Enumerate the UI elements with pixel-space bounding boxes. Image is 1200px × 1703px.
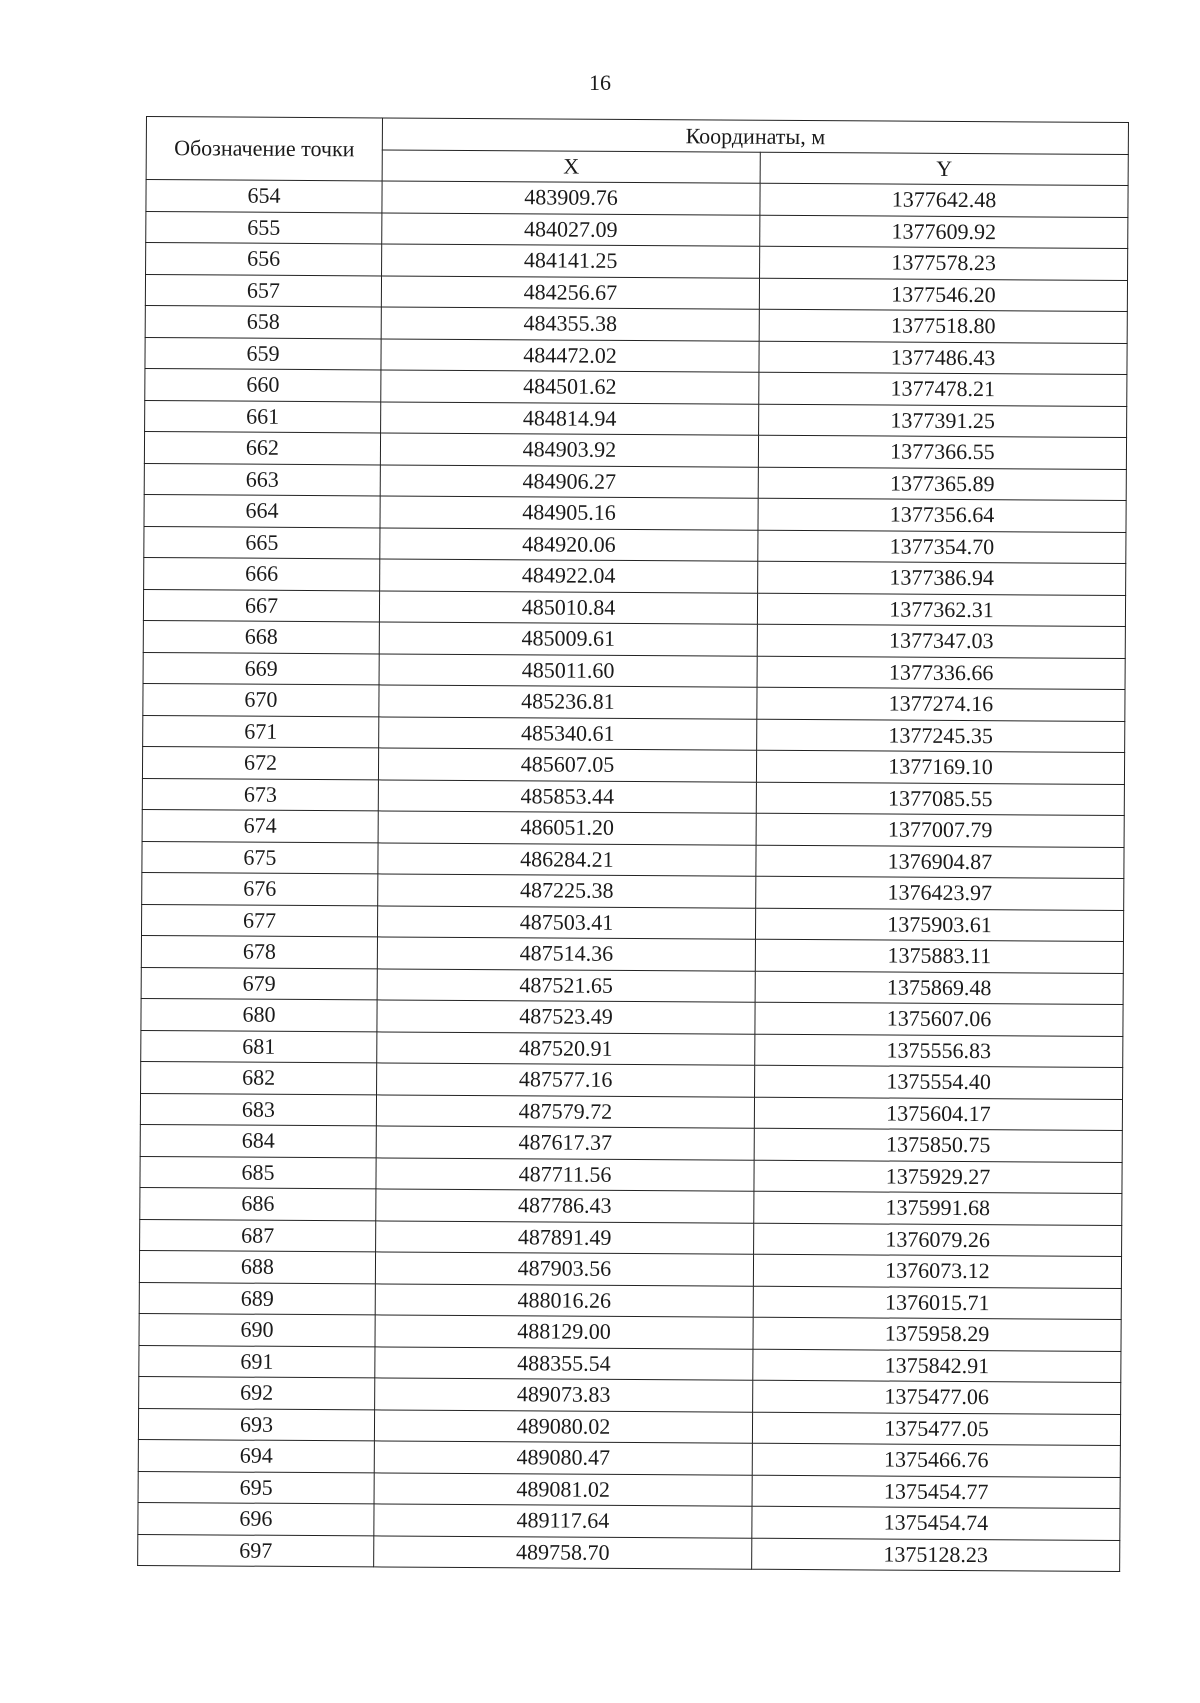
y-cell: 1377642.48 xyxy=(760,183,1128,217)
y-cell: 1376079.26 xyxy=(754,1223,1122,1257)
y-cell: 1375883.11 xyxy=(755,939,1123,973)
y-cell: 1377486.43 xyxy=(759,341,1127,375)
y-cell: 1377085.55 xyxy=(756,782,1124,816)
point-cell: 660 xyxy=(145,368,381,401)
x-cell: 487225.38 xyxy=(378,874,756,908)
x-cell: 487617.37 xyxy=(376,1126,754,1160)
point-cell: 685 xyxy=(140,1156,376,1189)
x-cell: 484027.09 xyxy=(382,212,760,246)
point-cell: 659 xyxy=(145,337,381,370)
y-cell: 1375454.77 xyxy=(752,1475,1120,1509)
point-cell: 670 xyxy=(143,683,379,716)
x-cell: 485010.84 xyxy=(379,590,757,624)
point-designation-header: Обозначение точки xyxy=(146,117,382,181)
point-cell: 661 xyxy=(145,400,381,433)
x-cell: 488016.26 xyxy=(375,1283,753,1317)
y-cell: 1377274.16 xyxy=(757,687,1125,721)
x-cell: 484472.02 xyxy=(381,338,759,372)
y-cell: 1377609.92 xyxy=(760,215,1128,249)
y-cell: 1375128.23 xyxy=(752,1538,1120,1572)
y-cell: 1377518.80 xyxy=(759,309,1127,343)
y-cell: 1375556.83 xyxy=(755,1034,1123,1068)
y-cell: 1375842.91 xyxy=(753,1349,1121,1383)
y-cell: 1377578.23 xyxy=(760,246,1128,280)
y-cell: 1375607.06 xyxy=(755,1002,1123,1036)
point-cell: 696 xyxy=(138,1502,374,1535)
point-cell: 676 xyxy=(142,872,378,905)
y-cell: 1375850.75 xyxy=(754,1128,1122,1162)
point-cell: 683 xyxy=(140,1093,376,1126)
x-cell: 484906.27 xyxy=(380,464,758,498)
x-cell: 487520.91 xyxy=(377,1031,755,1065)
point-cell: 666 xyxy=(144,557,380,590)
y-cell: 1376423.97 xyxy=(756,876,1124,910)
point-cell: 693 xyxy=(138,1408,374,1441)
y-cell: 1375604.17 xyxy=(754,1097,1122,1131)
coordinates-table xyxy=(137,116,1129,1572)
point-cell: 694 xyxy=(138,1439,374,1472)
x-cell: 485009.61 xyxy=(379,622,757,656)
point-cell: 689 xyxy=(139,1282,375,1315)
table-row xyxy=(138,1534,1120,1571)
table-body xyxy=(138,180,1128,1572)
y-header: Y xyxy=(760,152,1128,185)
x-cell: 488355.54 xyxy=(375,1346,753,1380)
coordinates-header: Координаты, м xyxy=(382,118,1128,155)
point-cell: 692 xyxy=(139,1376,375,1409)
point-cell: 664 xyxy=(144,494,380,527)
y-cell: 1375477.05 xyxy=(752,1412,1120,1446)
x-cell: 489073.83 xyxy=(375,1378,753,1412)
x-cell: 487503.41 xyxy=(377,905,755,939)
y-cell: 1376904.87 xyxy=(756,845,1124,879)
x-cell: 484920.06 xyxy=(380,527,758,561)
point-cell: 674 xyxy=(142,809,378,842)
y-cell: 1376073.12 xyxy=(753,1254,1121,1288)
point-cell: 688 xyxy=(139,1250,375,1283)
point-cell: 682 xyxy=(141,1061,377,1094)
point-cell: 690 xyxy=(139,1313,375,1346)
x-cell: 484501.62 xyxy=(381,370,759,404)
x-cell: 487577.16 xyxy=(377,1063,755,1097)
page-number: 16 xyxy=(589,70,611,95)
point-cell: 687 xyxy=(140,1219,376,1252)
point-cell: 663 xyxy=(144,463,380,496)
x-cell: 484814.94 xyxy=(381,401,759,435)
x-cell: 488129.00 xyxy=(375,1315,753,1349)
x-cell: 484256.67 xyxy=(381,275,759,309)
point-cell: 672 xyxy=(142,746,378,779)
x-cell: 489758.70 xyxy=(374,1535,752,1569)
point-cell: 686 xyxy=(140,1187,376,1220)
point-cell: 656 xyxy=(146,243,382,276)
x-cell: 484141.25 xyxy=(382,244,760,278)
x-cell: 487579.72 xyxy=(376,1094,754,1128)
y-cell: 1377245.35 xyxy=(757,719,1125,753)
point-cell: 675 xyxy=(142,841,378,874)
point-cell: 669 xyxy=(143,652,379,685)
y-cell: 1377007.79 xyxy=(756,813,1124,847)
point-cell: 665 xyxy=(144,526,380,559)
y-cell: 1377391.25 xyxy=(759,404,1127,438)
x-cell: 485607.05 xyxy=(378,748,756,782)
x-cell: 487903.56 xyxy=(375,1252,753,1286)
point-cell: 657 xyxy=(145,274,381,307)
y-cell: 1377478.21 xyxy=(759,372,1127,406)
point-cell: 697 xyxy=(138,1534,374,1567)
x-header: X xyxy=(382,150,760,183)
y-cell: 1375477.06 xyxy=(753,1380,1121,1414)
y-cell: 1375454.74 xyxy=(752,1506,1120,1540)
y-cell: 1375554.40 xyxy=(755,1065,1123,1099)
y-cell: 1377366.55 xyxy=(758,435,1126,469)
y-cell: 1377169.10 xyxy=(756,750,1124,784)
point-cell: 658 xyxy=(145,305,381,338)
point-cell: 667 xyxy=(143,589,379,622)
x-cell: 484905.16 xyxy=(380,496,758,530)
y-cell: 1377336.66 xyxy=(757,656,1125,690)
y-cell: 1375991.68 xyxy=(754,1191,1122,1225)
y-cell: 1375929.27 xyxy=(754,1160,1122,1194)
y-cell: 1377354.70 xyxy=(758,530,1126,564)
point-cell: 680 xyxy=(141,998,377,1031)
y-cell: 1377347.03 xyxy=(757,624,1125,658)
point-cell: 677 xyxy=(141,904,377,937)
x-cell: 484903.92 xyxy=(380,433,758,467)
point-cell: 662 xyxy=(144,431,380,464)
point-cell: 691 xyxy=(139,1345,375,1378)
x-cell: 485853.44 xyxy=(378,779,756,813)
x-cell: 483909.76 xyxy=(382,181,760,215)
x-cell: 489080.02 xyxy=(374,1409,752,1443)
x-cell: 487521.65 xyxy=(377,968,755,1002)
point-cell: 654 xyxy=(146,180,382,213)
x-cell: 485236.81 xyxy=(379,685,757,719)
x-cell: 487786.43 xyxy=(376,1189,754,1223)
point-cell: 678 xyxy=(141,935,377,968)
point-cell: 655 xyxy=(146,211,382,244)
x-cell: 487891.49 xyxy=(376,1220,754,1254)
point-cell: 695 xyxy=(138,1471,374,1504)
x-cell: 485340.61 xyxy=(379,716,757,750)
y-cell: 1377365.89 xyxy=(758,467,1126,501)
x-cell: 485011.60 xyxy=(379,653,757,687)
y-cell: 1375958.29 xyxy=(753,1317,1121,1351)
x-cell: 489081.02 xyxy=(374,1472,752,1506)
y-cell: 1377356.64 xyxy=(758,498,1126,532)
x-cell: 489080.47 xyxy=(374,1441,752,1475)
x-cell: 486284.21 xyxy=(378,842,756,876)
point-cell: 671 xyxy=(143,715,379,748)
x-cell: 486051.20 xyxy=(378,811,756,845)
table-header xyxy=(146,117,1128,186)
point-cell: 684 xyxy=(140,1124,376,1157)
y-cell: 1377362.31 xyxy=(757,593,1125,627)
point-cell: 673 xyxy=(142,778,378,811)
x-cell: 487523.49 xyxy=(377,1000,755,1034)
point-cell: 679 xyxy=(141,967,377,1000)
x-cell: 484355.38 xyxy=(381,307,759,341)
x-cell: 489117.64 xyxy=(374,1504,752,1538)
x-cell: 484922.04 xyxy=(380,559,758,593)
y-cell: 1375903.61 xyxy=(755,908,1123,942)
y-cell: 1375466.76 xyxy=(752,1443,1120,1477)
point-cell: 668 xyxy=(143,620,379,653)
point-cell: 681 xyxy=(141,1030,377,1063)
x-cell: 487711.56 xyxy=(376,1157,754,1191)
y-cell: 1376015.71 xyxy=(753,1286,1121,1320)
y-cell: 1377546.20 xyxy=(759,278,1127,312)
y-cell: 1377386.94 xyxy=(758,561,1126,595)
y-cell: 1375869.48 xyxy=(755,971,1123,1005)
x-cell: 487514.36 xyxy=(377,937,755,971)
